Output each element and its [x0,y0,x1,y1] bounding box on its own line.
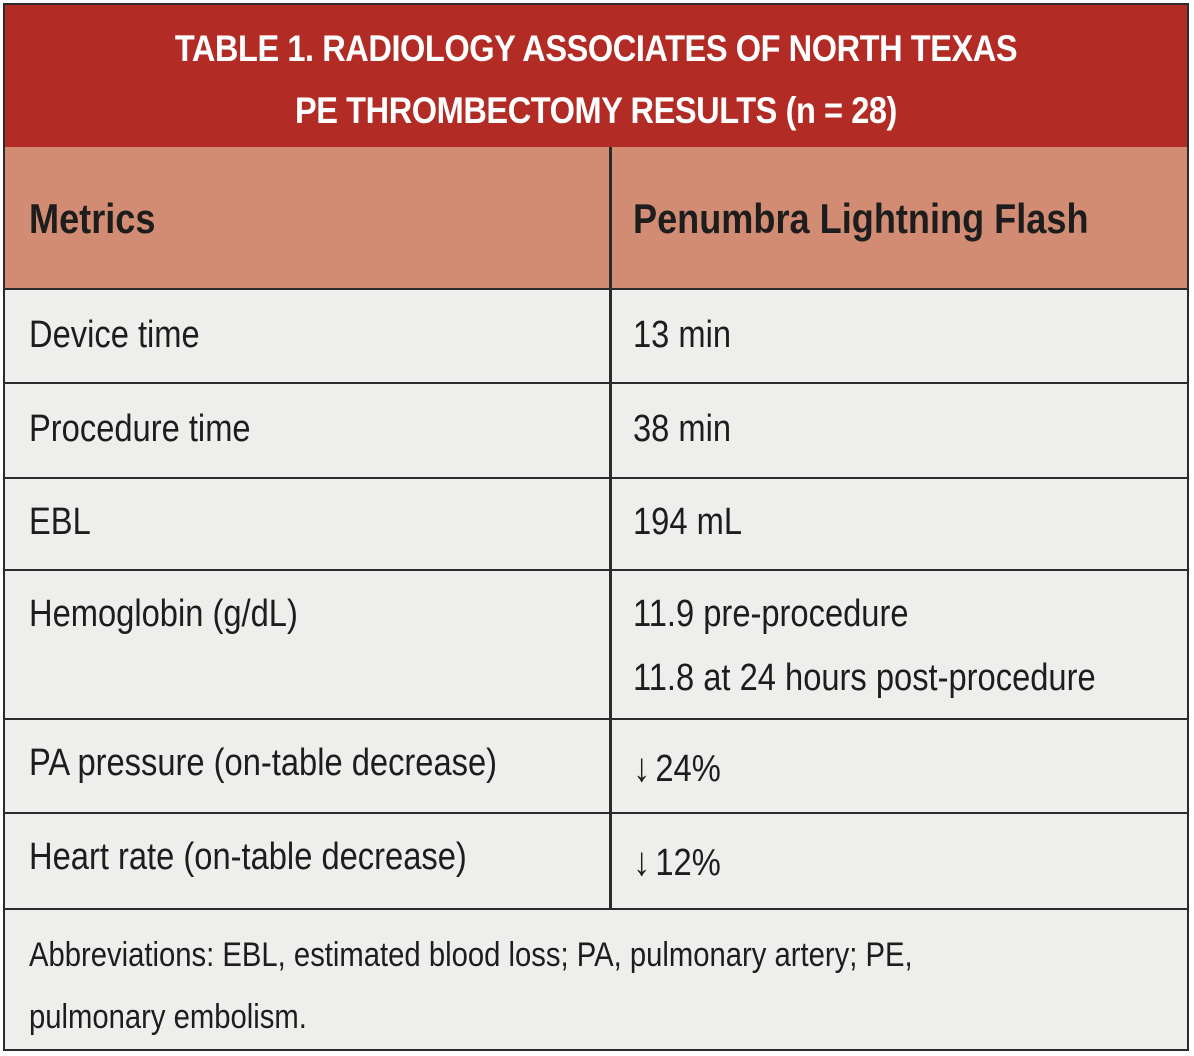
results-table [3,3,1189,1051]
value-procedure-time: 38 min [633,408,732,450]
table-footnote [5,910,1187,1049]
down-arrow-icon: ↓ [633,746,651,790]
table-header-row [5,147,1187,290]
metric-heart-rate: Heart rate (on-table decrease) [29,836,467,878]
header-device: Penumbra Lightning Flash [633,195,1089,242]
value-ebl: 194 mL [633,501,743,543]
value-pa-pressure-percent: 24% [655,748,721,790]
column-divider [609,147,612,910]
header-metrics: Metrics [29,195,156,242]
value-device-time: 13 min [633,314,732,356]
table-row [5,290,1187,384]
value-heart-rate [633,840,721,885]
down-arrow-icon: ↓ [633,840,651,884]
table-row [5,479,1187,571]
table-title-line-2: PE THROMBECTOMY RESULTS (n = 28) [295,90,897,131]
table-title-bar [5,5,1187,149]
metric-ebl: EBL [29,501,91,543]
table-row [5,571,1187,720]
value-heart-rate-percent: 12% [655,842,721,884]
metric-procedure-time: Procedure time [29,408,251,450]
footnote-line-1: Abbreviations: EBL, estimated blood loss; PA, pulmonary artery; PE, [29,936,913,974]
table-row [5,814,1187,910]
table-title-line-1: TABLE 1. RADIOLOGY ASSOCIATES OF NORTH TEXAS [174,28,1018,69]
footnote-line-2: pulmonary embolism. [29,998,307,1036]
value-pa-pressure [633,746,721,791]
metric-hemoglobin: Hemoglobin (g/dL) [29,593,298,635]
value-hemoglobin-pre: 11.9 pre-procedure [633,593,909,635]
table-row [5,720,1187,814]
metric-pa-pressure: PA pressure (on-table decrease) [29,742,498,784]
value-hemoglobin-post: 11.8 at 24 hours post-procedure [633,657,1096,699]
table-row [5,384,1187,479]
metric-device-time: Device time [29,314,200,356]
